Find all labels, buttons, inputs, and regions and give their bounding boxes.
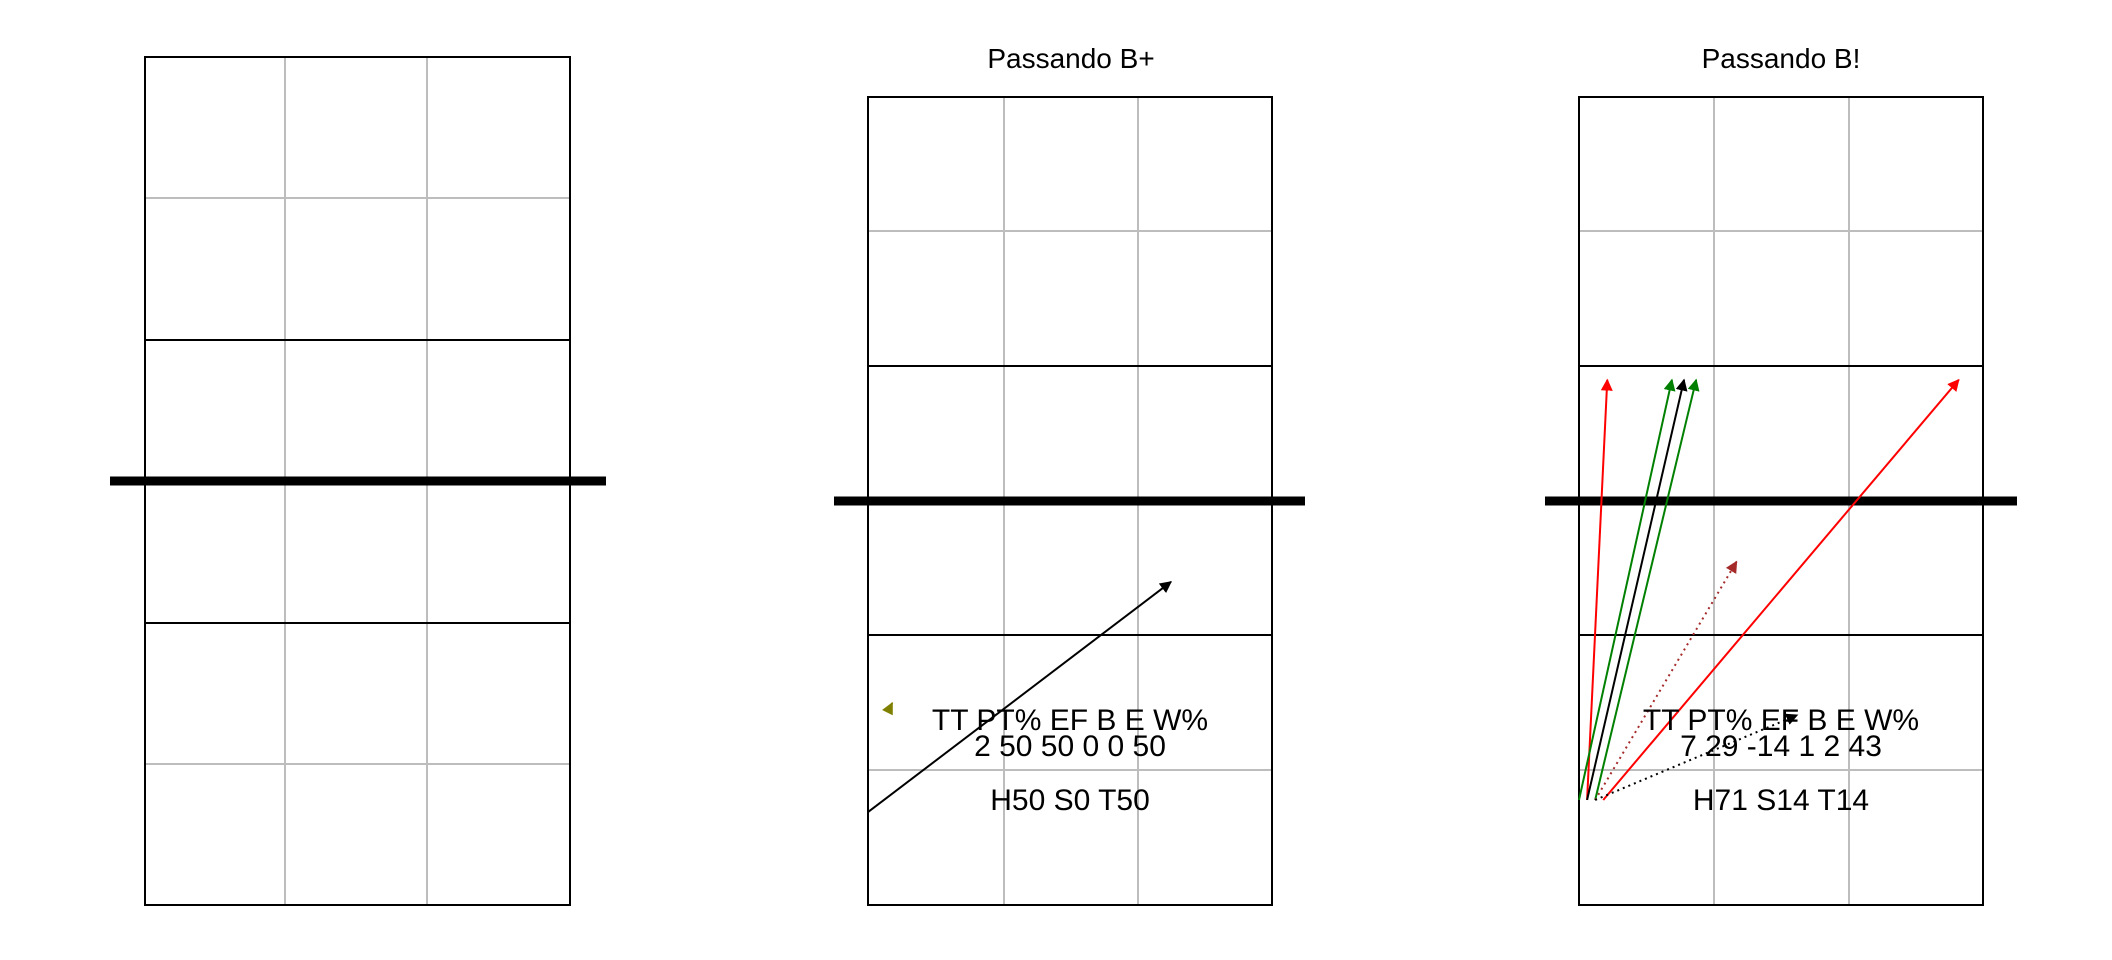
court-panel-2: [834, 43, 1305, 905]
panel-2-stats-values: 2 50 50 0 0 50: [974, 730, 1166, 763]
panel-3-stats-values: 7 29 -14 1 2 43: [1680, 730, 1882, 763]
arrow-2: [888, 703, 892, 711]
arrow-6: [1595, 562, 1736, 800]
panel-3-zones: H71 S14 T14: [1692, 784, 1870, 817]
panel-2-title: Passando B+: [987, 43, 1155, 74]
arrow-1: [868, 582, 1171, 812]
panel-2-arrows: [868, 582, 1171, 812]
panel-3-title: Passando B!: [1701, 43, 1861, 74]
court-panel-1: [110, 57, 606, 905]
panel-2-zones: H50 S0 T50: [990, 784, 1150, 817]
panel-2-stats-header: TT PT% EF B E W%: [931, 704, 1209, 737]
panel-3-stats-header: TT PT% EF B E W%: [1642, 704, 1920, 737]
court-panel-3: [1545, 43, 2017, 905]
arrow-1: [1587, 380, 1607, 800]
